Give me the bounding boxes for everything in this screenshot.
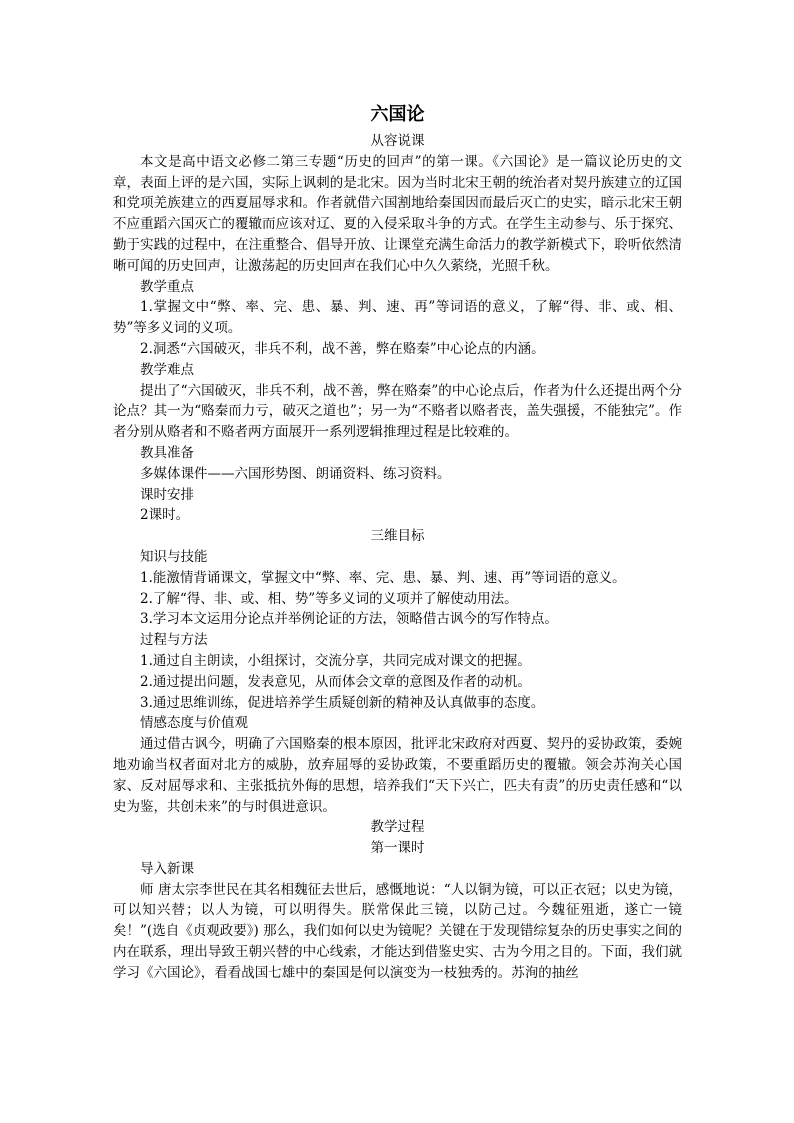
intro-paragraph: 本文是高中语文必修二第三专题“历史的回声”的第一课。《六国论》是一篇议论历史的文章，表面上评的是六国，实际上讽刺的是北宋。因为当时北宋王朝的统治者对契丹族建立的辽国和党项羌族建立的西夏屈辱求和。作者就借六国割地给秦国因而最后灭亡的史实，暗示北宋王朝不应重蹈六国灭亡的覆辙而应该对辽、夏的入侵采取斗争的方式。在学生主动参与、乐于探究、勤于实践的过程中，在注重整合、倡导开放、让课堂充满生命活力的教学新模式下，聆听依然清晰可闻的历史回声，让激荡起的历史回声在我们心中久久萦绕，光照千秋。: [113, 153, 682, 274]
heading-introduce-lesson: 导入新课: [140, 860, 194, 877]
heading-three-dimensional-goals: 三维目标: [370, 528, 425, 545]
key-point-1: 1.掌握文中“弊、率、完、患、暴、判、速、再”等词语的意义，了解“得、非、或、相、势”等多义词的义项。: [113, 299, 682, 337]
heading-schedule: 课时安排: [140, 486, 194, 503]
teaching-tools-text: 多媒体课件——六国形势图、朗诵资料、练习资料。: [140, 465, 451, 482]
section-heading-lesson-type: 从容说课: [370, 133, 425, 149]
heading-teaching-process: 教学过程: [370, 819, 425, 836]
key-point-2: 2.洞悉“六国破灭，非兵不利，战不善，弊在赂秦”中心论点的内涵。: [140, 340, 545, 357]
process-item-1: 1.通过自主朗读，小组探讨，交流分享，共同完成对课文的把握。: [140, 652, 531, 669]
heading-difficult-points: 教学难点: [140, 361, 194, 378]
heading-knowledge-skills: 知识与技能: [140, 548, 208, 565]
lead-in-paragraph: 师 唐太宗李世民在其名相魏征去世后，感慨地说：“人以铜为镜，可以正衣冠；以史为镜，可以知兴替；以人为镜，可以明得失。朕常保此三镜，以防己过。今魏征殂逝，遂亡一镜矣！”(选自《贞观政要》) 那么，我们如何以史为镜呢？关键在于发现错综复杂的历史事实之间的内在联系，理出导致王朝兴替的中心线索，才能达到借鉴史实、古为今用之目的。下面，我们就学习《六国论》，看看战国七雄中的秦国是何以演变为一枝独秀的。苏洵的抽丝: [113, 881, 682, 981]
document-page: [113, 100, 682, 984]
process-item-2: 2.通过提出问题，发表意见，从而体会文章的意图及作者的动机。: [140, 673, 531, 690]
heading-emotion-values: 情感态度与价值观: [140, 715, 248, 732]
knowledge-item-2: 2.了解“得、非、或、相、势”等多义词的义项并了解使动用法。: [140, 590, 518, 607]
emotion-values-paragraph: 通过借古讽今，明确了六国赂秦的根本原因，批评北宋政府对西夏、契丹的妥协政策，委婉地劝谕当权者面对北方的威胁，放弃屈辱的妥协政策，不要重蹈历史的覆辙。领会苏洵关心国家、反对屈辱求和、主张抵抗外侮的思想，培养我们“天下兴亡，匹夫有责”的历史责任感和“以史为鉴，共创未来”的与时俱进意识。: [113, 736, 682, 815]
heading-key-points: 教学重点: [140, 278, 194, 295]
heading-teaching-tools: 教具准备: [140, 444, 194, 461]
knowledge-item-1: 1.能激情背诵课文，掌握文中“弊、率、完、患、暴、判、速、再”等词语的意义。: [140, 569, 626, 586]
schedule-text: 2课时。: [140, 507, 190, 524]
knowledge-item-3: 3.学习本文运用分论点并举例论证的方法，领略借古讽今的写作特点。: [140, 611, 558, 628]
heading-process-methods: 过程与方法: [140, 632, 208, 649]
process-item-3: 3.通过思维训练，促进培养学生质疑创新的精神及认真做事的态度。: [140, 694, 545, 711]
heading-first-period: 第一课时: [370, 840, 425, 857]
difficult-points-paragraph: 提出了“六国破灭，非兵不利，战不善，弊在赂秦”的中心论点后，作者为什么还提出两个分论点？其一为“赂秦而力亏，破灭之道也”；另一为“不赂者以赂者丧，盖失强援，不能独完”。作者分别从赂者和不赂者两方面展开一系列逻辑推理过程是比较难的。: [113, 382, 682, 441]
document-title: 六国论: [370, 104, 425, 125]
